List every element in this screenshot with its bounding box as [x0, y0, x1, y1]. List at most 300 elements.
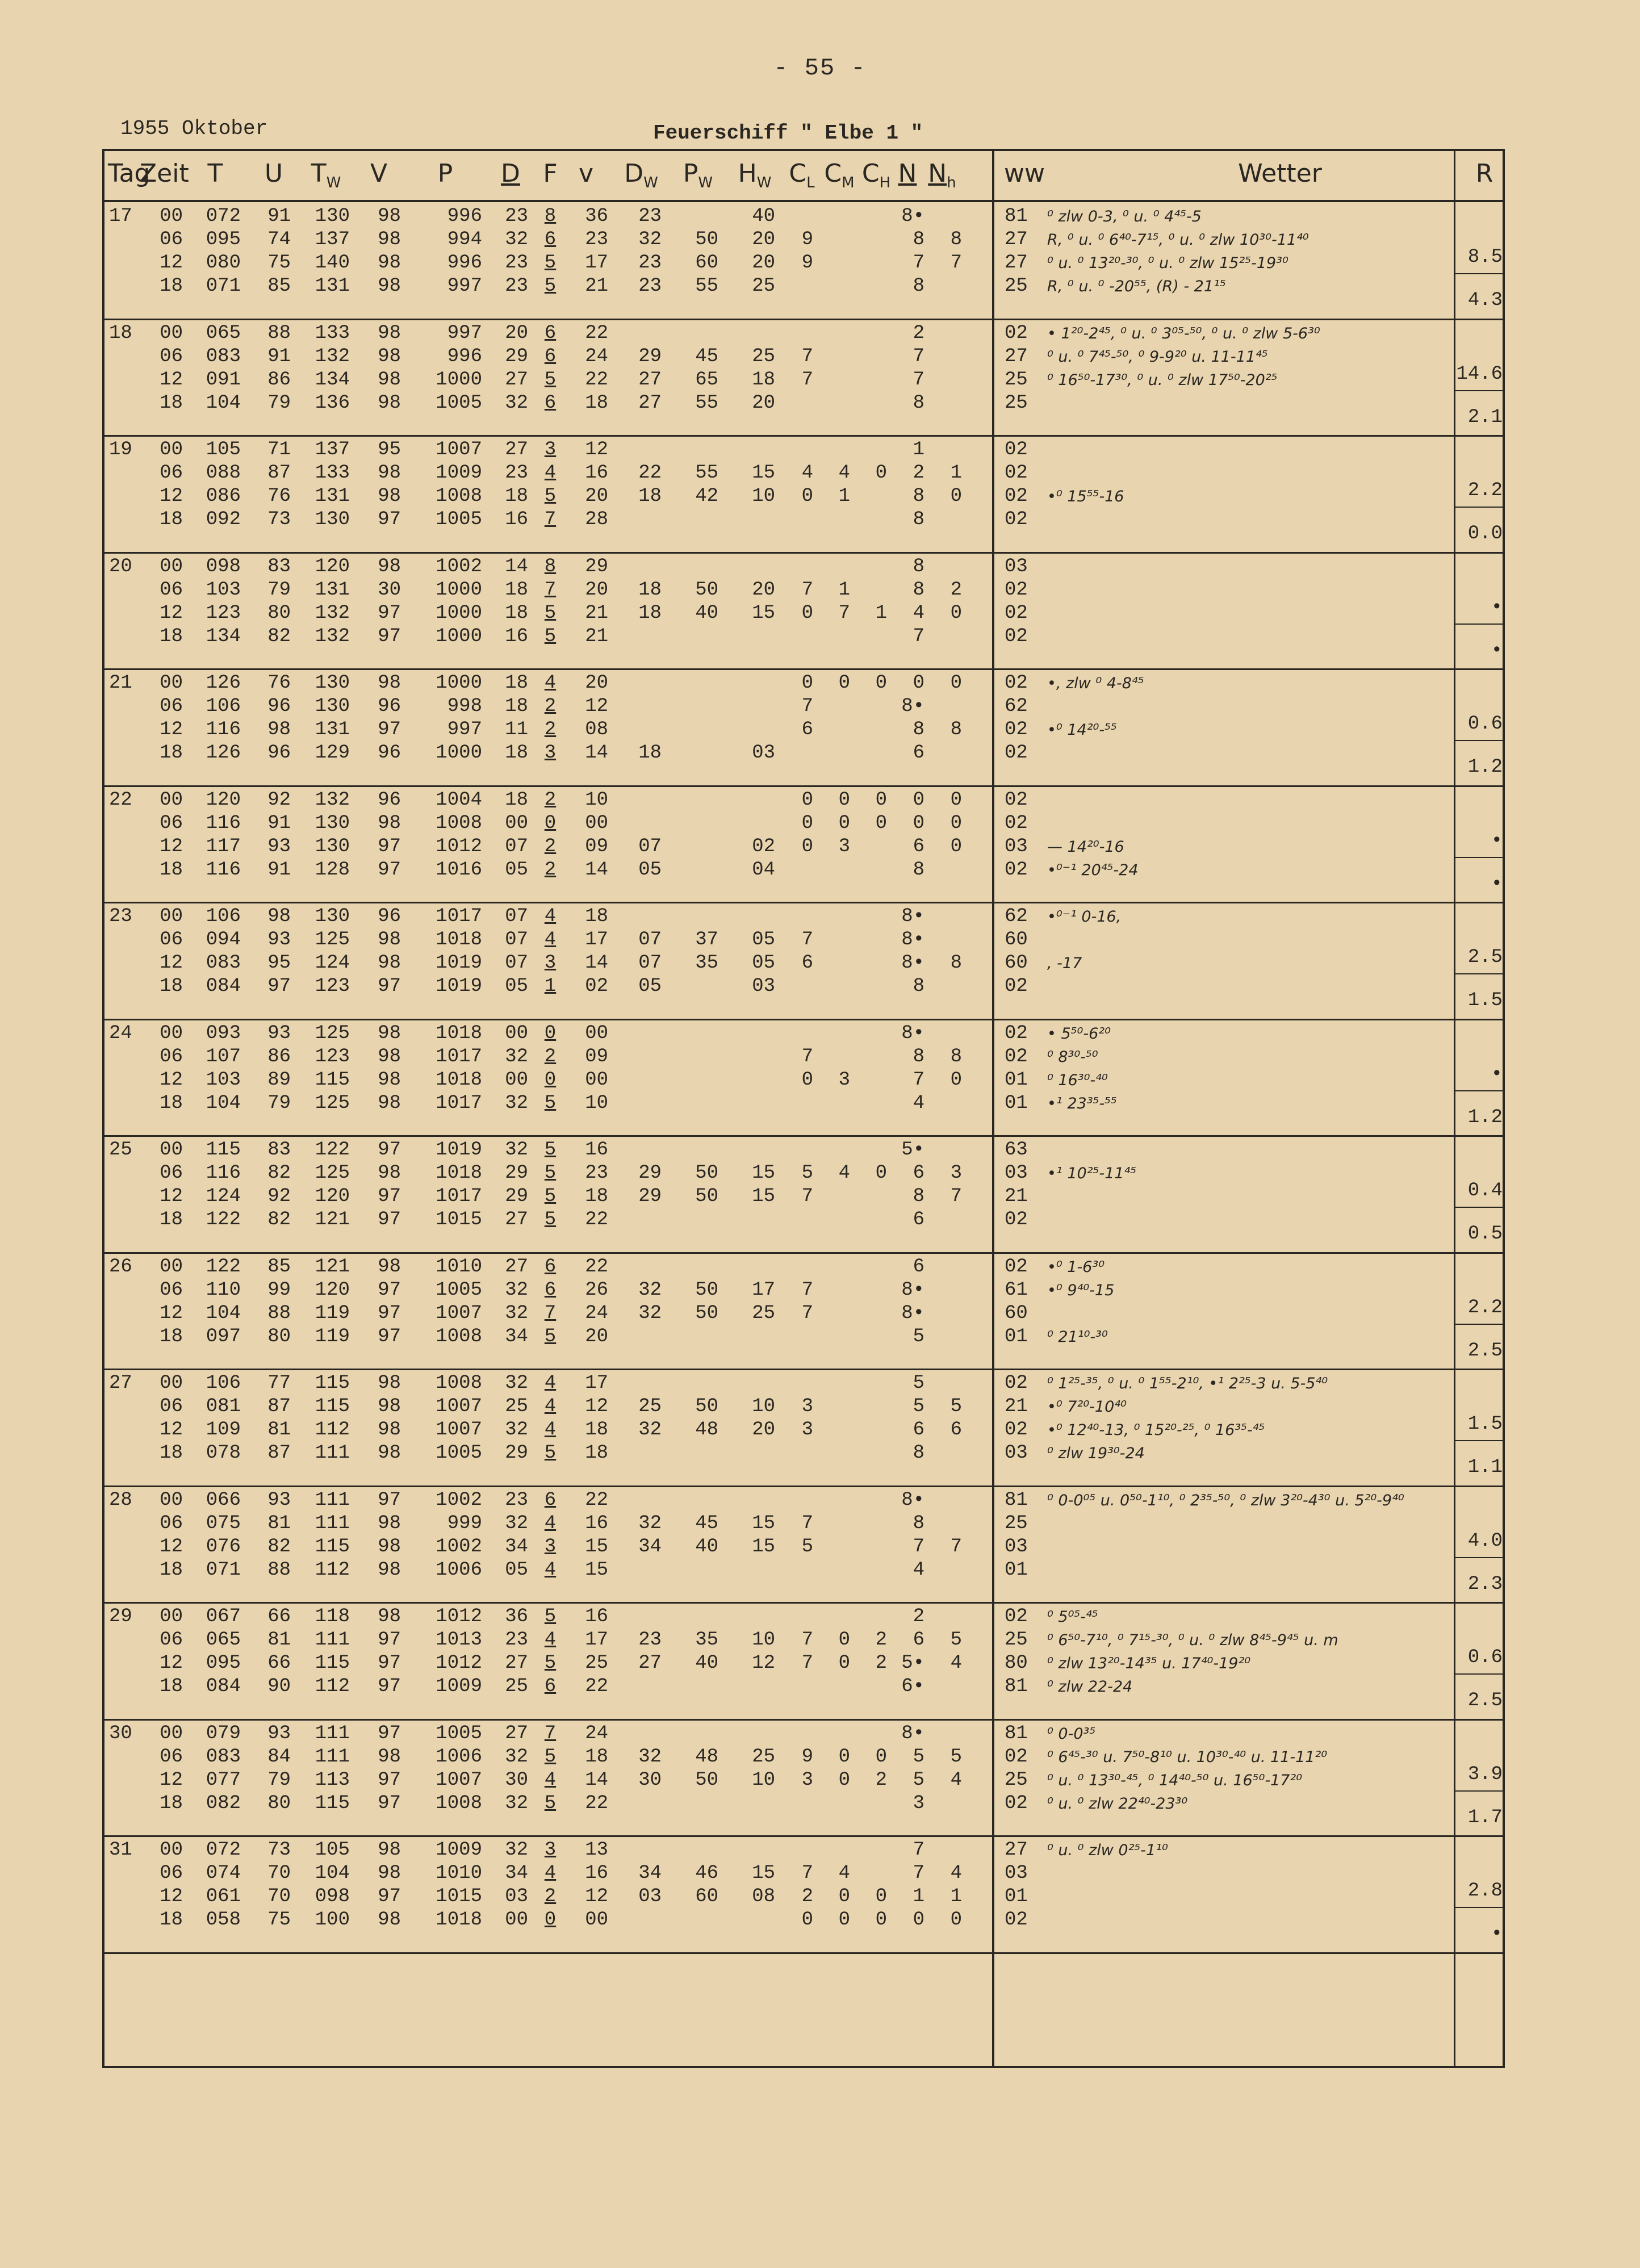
cell-tw: 131 — [315, 579, 350, 601]
cell-pw: 55 — [695, 275, 718, 297]
cell-dw: 07 — [638, 952, 662, 974]
cell-hw: 25 — [752, 275, 775, 297]
cell-zeit: 00 — [160, 1372, 183, 1394]
precipitation-value: 2.1 — [1467, 406, 1503, 428]
cell-u: 95 — [267, 952, 291, 974]
cell-tw: 115 — [315, 1792, 350, 1814]
cell-ww: 25 — [1005, 1629, 1028, 1651]
cell-p: 1018 — [436, 929, 482, 951]
precipitation-value: 2.2 — [1467, 480, 1503, 501]
cell-vv: 21 — [585, 625, 608, 647]
cell-hw: 12 — [752, 1652, 775, 1674]
cell-cl: 0 — [801, 486, 813, 507]
cell-vv: 16 — [585, 1863, 608, 1884]
cell-zeit: 12 — [160, 1302, 183, 1324]
precipitation-value: 0.6 — [1467, 1647, 1503, 1668]
cell-zeit: 00 — [160, 1022, 183, 1044]
weather-note: • 5⁵⁰-6²⁰ — [1047, 1024, 1111, 1043]
cell-ch: 2 — [875, 1769, 887, 1791]
cell-v: 98 — [378, 486, 401, 507]
cell-pw: 35 — [695, 952, 718, 974]
cell-cl: 2 — [801, 1886, 813, 1907]
cell-t: 095 — [206, 1652, 241, 1674]
cell-t: 082 — [206, 1792, 241, 1814]
day-separator — [104, 902, 1503, 903]
cell-cl: 7 — [801, 345, 813, 367]
cell-cl: 3 — [801, 1419, 813, 1441]
cell-n: 6 — [913, 835, 924, 857]
cell-zeit: 18 — [160, 1092, 183, 1114]
cell-hw: 04 — [752, 859, 775, 881]
cell-ch: 0 — [875, 812, 887, 834]
cell-f: 7 — [544, 579, 557, 601]
precipitation-value: • — [1491, 596, 1503, 618]
cell-dw: 23 — [638, 252, 662, 274]
cell-ww: 01 — [1005, 1069, 1028, 1091]
cell-pw: 50 — [695, 1162, 718, 1184]
day-separator — [104, 1835, 1503, 1837]
cell-n: 8• — [901, 1302, 924, 1324]
day-separator — [104, 668, 1503, 670]
cell-v: 98 — [378, 369, 401, 391]
day-separator — [104, 1252, 1503, 1254]
cell-f: 5 — [544, 1092, 557, 1114]
cell-ww: 27 — [1005, 229, 1028, 250]
cell-vv: 23 — [585, 1162, 608, 1184]
cell-hw: 20 — [752, 252, 775, 274]
cell-ww: 02 — [1005, 1256, 1028, 1278]
cell-d: 00 — [505, 1909, 528, 1931]
cell-ww: 02 — [1005, 1792, 1028, 1814]
cell-vv: 20 — [585, 579, 608, 601]
cell-p: 1007 — [436, 1419, 482, 1441]
cell-n: 8 — [913, 486, 924, 507]
cell-f: 4 — [544, 929, 557, 951]
cell-t: 071 — [206, 1559, 241, 1581]
cell-t: 084 — [206, 976, 241, 997]
cell-hw: 15 — [752, 1535, 775, 1558]
cell-u: 93 — [267, 835, 291, 857]
cell-tw: 125 — [315, 1162, 350, 1184]
cell-pw: 60 — [695, 252, 718, 274]
cell-d: 32 — [505, 1419, 528, 1441]
weather-note: ⁰ u. ⁰ zlw 22⁴⁰-23³⁰ — [1047, 1794, 1188, 1813]
cell-d: 27 — [505, 1209, 528, 1231]
day-number: 25 — [109, 1139, 132, 1161]
cell-p: 1016 — [436, 859, 482, 881]
cell-vv: 16 — [585, 1139, 608, 1161]
cell-f: 4 — [544, 1769, 557, 1791]
cell-zeit: 00 — [160, 1256, 183, 1278]
weather-note: ⁰ 8³⁰-⁵⁰ — [1047, 1048, 1098, 1066]
header-ww-label: ww — [1004, 159, 1045, 188]
cell-zeit: 00 — [160, 1606, 183, 1627]
cell-vv: 20 — [585, 672, 608, 694]
cell-nh: 1 — [950, 1886, 962, 1907]
cell-v: 97 — [378, 509, 401, 530]
cell-d: 18 — [505, 602, 528, 624]
cell-nh: 8 — [950, 1045, 962, 1068]
cell-ww: 02 — [1005, 1045, 1028, 1068]
cell-tw: 104 — [315, 1863, 350, 1884]
cell-t: 116 — [206, 719, 241, 740]
cell-tw: 115 — [315, 1652, 350, 1674]
cell-v: 97 — [378, 1629, 401, 1651]
cell-f: 5 — [544, 252, 557, 274]
cell-f: 7 — [544, 1302, 557, 1324]
cell-ww: 25 — [1005, 369, 1028, 391]
cell-n: 7 — [913, 625, 924, 647]
cell-tw: 125 — [315, 1092, 350, 1114]
cell-tw: 120 — [315, 555, 350, 578]
cell-t: 104 — [206, 1092, 241, 1114]
cell-d: 14 — [505, 555, 528, 578]
header-ch — [860, 159, 893, 191]
cell-tw: 123 — [315, 976, 350, 997]
cell-tw: 112 — [315, 1676, 350, 1697]
day-separator — [104, 435, 1503, 437]
cell-tw: 130 — [315, 672, 350, 694]
cell-ww: 02 — [1005, 1419, 1028, 1441]
weather-note: •⁰⁻¹ 0-16, — [1047, 908, 1122, 926]
cell-dw: 18 — [638, 742, 662, 764]
header-u — [257, 159, 291, 188]
cell-ww: 01 — [1005, 1092, 1028, 1114]
cell-tw: 132 — [315, 602, 350, 624]
cell-ww: 61 — [1005, 1279, 1028, 1301]
cell-nh: 0 — [950, 812, 962, 834]
cell-u: 91 — [267, 206, 291, 227]
day-separator — [104, 552, 1503, 554]
cell-nh: 0 — [950, 672, 962, 694]
cell-vv: 14 — [585, 859, 608, 881]
cell-n: 8• — [901, 696, 924, 717]
cell-d: 23 — [505, 206, 528, 227]
cell-p: 1017 — [436, 1092, 482, 1114]
cell-f: 5 — [544, 369, 557, 391]
precipitation-value: 0.0 — [1467, 523, 1503, 545]
cell-u: 86 — [267, 1045, 291, 1068]
cell-hw: 15 — [752, 1512, 775, 1534]
cell-v: 97 — [378, 1186, 401, 1207]
cell-zeit: 12 — [160, 952, 183, 974]
cell-vv: 22 — [585, 1256, 608, 1278]
cell-n: 6 — [913, 1209, 924, 1231]
cell-vv: 10 — [585, 789, 608, 811]
cell-zeit: 00 — [160, 322, 183, 344]
cell-p: 1005 — [436, 1442, 482, 1464]
cell-u: 85 — [267, 275, 291, 297]
cell-zeit: 18 — [160, 392, 183, 414]
cell-f: 5 — [544, 1792, 557, 1814]
cell-n: 6 — [913, 742, 924, 764]
cell-pw: 65 — [695, 369, 718, 391]
cell-cm: 4 — [838, 1863, 850, 1884]
cell-v: 98 — [378, 1256, 401, 1278]
cell-nh: 4 — [950, 1652, 962, 1674]
cell-v: 97 — [378, 719, 401, 740]
cell-vv: 12 — [585, 1886, 608, 1907]
cell-dw: 32 — [638, 1279, 662, 1301]
cell-n: 8 — [913, 1186, 924, 1207]
cell-zeit: 00 — [160, 439, 183, 461]
cell-n: 8 — [913, 719, 924, 740]
cell-v: 97 — [378, 1209, 401, 1231]
cell-p: 1017 — [436, 1045, 482, 1068]
cell-t: 083 — [206, 1746, 241, 1768]
weather-note: ⁰ 5⁰⁵-⁴⁵ — [1047, 1608, 1098, 1626]
cell-nh: 0 — [950, 486, 962, 507]
cell-f: 5 — [544, 1442, 557, 1464]
cell-cl: 7 — [801, 1512, 813, 1534]
cell-vv: 16 — [585, 1606, 608, 1627]
cell-t: 098 — [206, 555, 241, 578]
cell-zeit: 18 — [160, 1209, 183, 1231]
cell-u: 87 — [267, 462, 291, 484]
cell-vv: 28 — [585, 509, 608, 530]
cell-n: 8• — [901, 1489, 924, 1511]
cell-cl: 0 — [801, 812, 813, 834]
cell-tw: 111 — [315, 1512, 350, 1534]
cell-hw: 10 — [752, 1396, 775, 1417]
cell-d: 29 — [505, 345, 528, 367]
header-nh — [927, 159, 957, 191]
cell-tw: 132 — [315, 789, 350, 811]
cell-zeit: 18 — [160, 275, 183, 297]
cell-cl: 7 — [801, 1629, 813, 1651]
precipitation-value: 14.6 — [1456, 363, 1503, 385]
header-wetter — [1195, 159, 1365, 188]
cell-pw: 48 — [695, 1419, 718, 1441]
cell-nh: 2 — [950, 579, 962, 601]
cell-zeit: 06 — [160, 1162, 183, 1184]
cell-f: 1 — [544, 976, 557, 997]
cell-n: 8• — [901, 1279, 924, 1301]
cell-pw: 50 — [695, 1186, 718, 1207]
header-vv-label: v — [578, 159, 594, 188]
cell-p: 997 — [447, 719, 482, 740]
cell-d: 18 — [505, 789, 528, 811]
cell-u: 81 — [267, 1629, 291, 1651]
cell-d: 11 — [505, 719, 528, 740]
cell-n: 2 — [913, 1606, 924, 1627]
day-number: 28 — [109, 1489, 132, 1511]
cell-cl: 5 — [801, 1162, 813, 1184]
weather-note: ⁰ 16⁵⁰-17³⁰, ⁰ u. ⁰ zlw 17⁵⁰-20²⁵ — [1047, 371, 1278, 389]
cell-vv: 00 — [585, 1022, 608, 1044]
cell-nh: 3 — [950, 1162, 962, 1184]
cell-vv: 15 — [585, 1535, 608, 1558]
cell-n: 8 — [913, 976, 924, 997]
cell-zeit: 18 — [160, 1442, 183, 1464]
cell-tw: 130 — [315, 835, 350, 857]
cell-hw: 25 — [752, 1746, 775, 1768]
cell-dw: 32 — [638, 1302, 662, 1324]
cell-vv: 22 — [585, 369, 608, 391]
cell-dw: 32 — [638, 1746, 662, 1768]
cell-cl: 7 — [801, 1302, 813, 1324]
cell-d: 34 — [505, 1535, 528, 1558]
cell-tw: 120 — [315, 1186, 350, 1207]
cell-hw: 18 — [752, 369, 775, 391]
cell-t: 067 — [206, 1606, 241, 1627]
cell-vv: 00 — [585, 1909, 608, 1931]
cell-tw: 124 — [315, 952, 350, 974]
day-separator — [104, 1019, 1503, 1020]
cell-t: 126 — [206, 672, 241, 694]
cell-v: 98 — [378, 1839, 401, 1861]
header-tag — [108, 159, 150, 188]
weather-note: •⁰ 1-6³⁰ — [1047, 1258, 1105, 1276]
cell-p: 1018 — [436, 1022, 482, 1044]
cell-v: 97 — [378, 976, 401, 997]
cell-v: 98 — [378, 275, 401, 297]
cell-cl: 7 — [801, 1045, 813, 1068]
cell-v: 98 — [378, 252, 401, 274]
cell-pw: 60 — [695, 1886, 718, 1907]
cell-v: 98 — [378, 392, 401, 414]
cell-u: 82 — [267, 625, 291, 647]
cell-v: 96 — [378, 696, 401, 717]
cell-t: 104 — [206, 1302, 241, 1324]
cell-v: 97 — [378, 1676, 401, 1697]
weather-note: ⁰ zlw 19³⁰-24 — [1047, 1445, 1145, 1462]
cell-tw: 130 — [315, 206, 350, 227]
cell-p: 1018 — [436, 1162, 482, 1184]
cell-dw: 05 — [638, 859, 662, 881]
cell-zeit: 12 — [160, 1652, 183, 1674]
year-month: 1955 Oktober — [120, 117, 268, 140]
cell-tw: 112 — [315, 1419, 350, 1441]
cell-cl: 7 — [801, 1863, 813, 1884]
cell-cl: 0 — [801, 789, 813, 811]
cell-u: 91 — [267, 812, 291, 834]
ww-column-divider — [992, 151, 994, 2066]
cell-nh: 8 — [950, 229, 962, 250]
header-zeit-label: Zeit — [140, 159, 189, 188]
cell-n: 7 — [913, 1535, 924, 1558]
cell-u: 92 — [267, 789, 291, 811]
cell-vv: 22 — [585, 322, 608, 344]
page-number: - 55 - — [773, 55, 867, 82]
cell-n: 8 — [913, 392, 924, 414]
r-half-separator — [1455, 1207, 1503, 1208]
cell-f: 3 — [544, 952, 557, 974]
day-number: 23 — [109, 906, 132, 927]
cell-pw: 55 — [695, 392, 718, 414]
cell-vv: 26 — [585, 1279, 608, 1301]
cell-u: 96 — [267, 696, 291, 717]
cell-t: 079 — [206, 1722, 241, 1744]
cell-ww: 02 — [1005, 509, 1028, 530]
r-half-separator — [1455, 1907, 1503, 1908]
weather-log-table — [102, 149, 1505, 2068]
cell-pw: 40 — [695, 1652, 718, 1674]
weather-note: •⁰ 7²⁰-10⁴⁰ — [1047, 1398, 1127, 1416]
cell-tw: 119 — [315, 1325, 350, 1348]
cell-n: 6 — [913, 1162, 924, 1184]
cell-v: 97 — [378, 1886, 401, 1907]
cell-zeit: 18 — [160, 1325, 183, 1348]
cell-f: 4 — [544, 1629, 557, 1651]
cell-vv: 18 — [585, 1186, 608, 1207]
cell-dw: 18 — [638, 602, 662, 624]
cell-cm: 0 — [838, 1909, 850, 1931]
cell-zeit: 18 — [160, 1909, 183, 1931]
day-number: 26 — [109, 1256, 132, 1278]
cell-d: 27 — [505, 1722, 528, 1744]
header-t-label: T — [207, 159, 223, 188]
cell-pw: 50 — [695, 1302, 718, 1324]
cell-dw: 23 — [638, 1629, 662, 1651]
cell-ww: 02 — [1005, 579, 1028, 601]
cell-p: 1010 — [436, 1863, 482, 1884]
cell-v: 98 — [378, 1442, 401, 1464]
weather-note: •⁰ 12⁴⁰-13, ⁰ 15²⁰-²⁵, ⁰ 16³⁵-⁴⁵ — [1047, 1421, 1265, 1439]
cell-p: 1004 — [436, 789, 482, 811]
cell-v: 97 — [378, 859, 401, 881]
cell-hw: 20 — [752, 392, 775, 414]
header-tw-label: T — [311, 159, 327, 188]
cell-f: 4 — [544, 1863, 557, 1884]
cell-u: 93 — [267, 929, 291, 951]
cell-hw: 25 — [752, 1302, 775, 1324]
cell-vv: 14 — [585, 952, 608, 974]
weather-note: •¹ 10²⁵-11⁴⁵ — [1047, 1165, 1137, 1182]
cell-zeit: 12 — [160, 1535, 183, 1558]
cell-hw: 10 — [752, 486, 775, 507]
cell-n: 8 — [913, 1442, 924, 1464]
cell-zeit: 12 — [160, 369, 183, 391]
cell-u: 96 — [267, 742, 291, 764]
cell-hw: 10 — [752, 1769, 775, 1791]
cell-v: 97 — [378, 1279, 401, 1301]
cell-ww: 25 — [1005, 392, 1028, 414]
cell-d: 34 — [505, 1325, 528, 1348]
cell-p: 1000 — [436, 369, 482, 391]
cell-n: 4 — [913, 1092, 924, 1114]
cell-vv: 17 — [585, 929, 608, 951]
day-number: 29 — [109, 1606, 132, 1627]
cell-t: 117 — [206, 835, 241, 857]
cell-cl: 6 — [801, 719, 813, 740]
cell-ww: 02 — [1005, 1746, 1028, 1768]
day-number: 21 — [109, 672, 132, 694]
cell-d: 05 — [505, 1559, 528, 1581]
r-half-separator — [1455, 1324, 1503, 1325]
cell-vv: 15 — [585, 1559, 608, 1581]
cell-u: 80 — [267, 1792, 291, 1814]
cell-zeit: 06 — [160, 696, 183, 717]
cell-tw: 111 — [315, 1746, 350, 1768]
cell-p: 1005 — [436, 392, 482, 414]
cell-u: 99 — [267, 1279, 291, 1301]
precipitation-value: 4.0 — [1467, 1530, 1503, 1552]
cell-ww: 80 — [1005, 1652, 1028, 1674]
weather-note: ⁰ u. ⁰ 7⁴⁵-⁵⁰, ⁰ 9-9²⁰ u. 11-11⁴⁵ — [1047, 348, 1268, 366]
cell-ww: 27 — [1005, 1839, 1028, 1861]
cell-v: 98 — [378, 1419, 401, 1441]
cell-u: 87 — [267, 1442, 291, 1464]
cell-d: 18 — [505, 696, 528, 717]
cell-dw: 27 — [638, 369, 662, 391]
cell-vv: 02 — [585, 976, 608, 997]
cell-p: 999 — [447, 1512, 482, 1534]
precipitation-value: 1.7 — [1467, 1806, 1503, 1828]
cell-tw: 137 — [315, 229, 350, 250]
cell-n: 7 — [913, 252, 924, 274]
precipitation-value: 2.8 — [1467, 1880, 1503, 1902]
